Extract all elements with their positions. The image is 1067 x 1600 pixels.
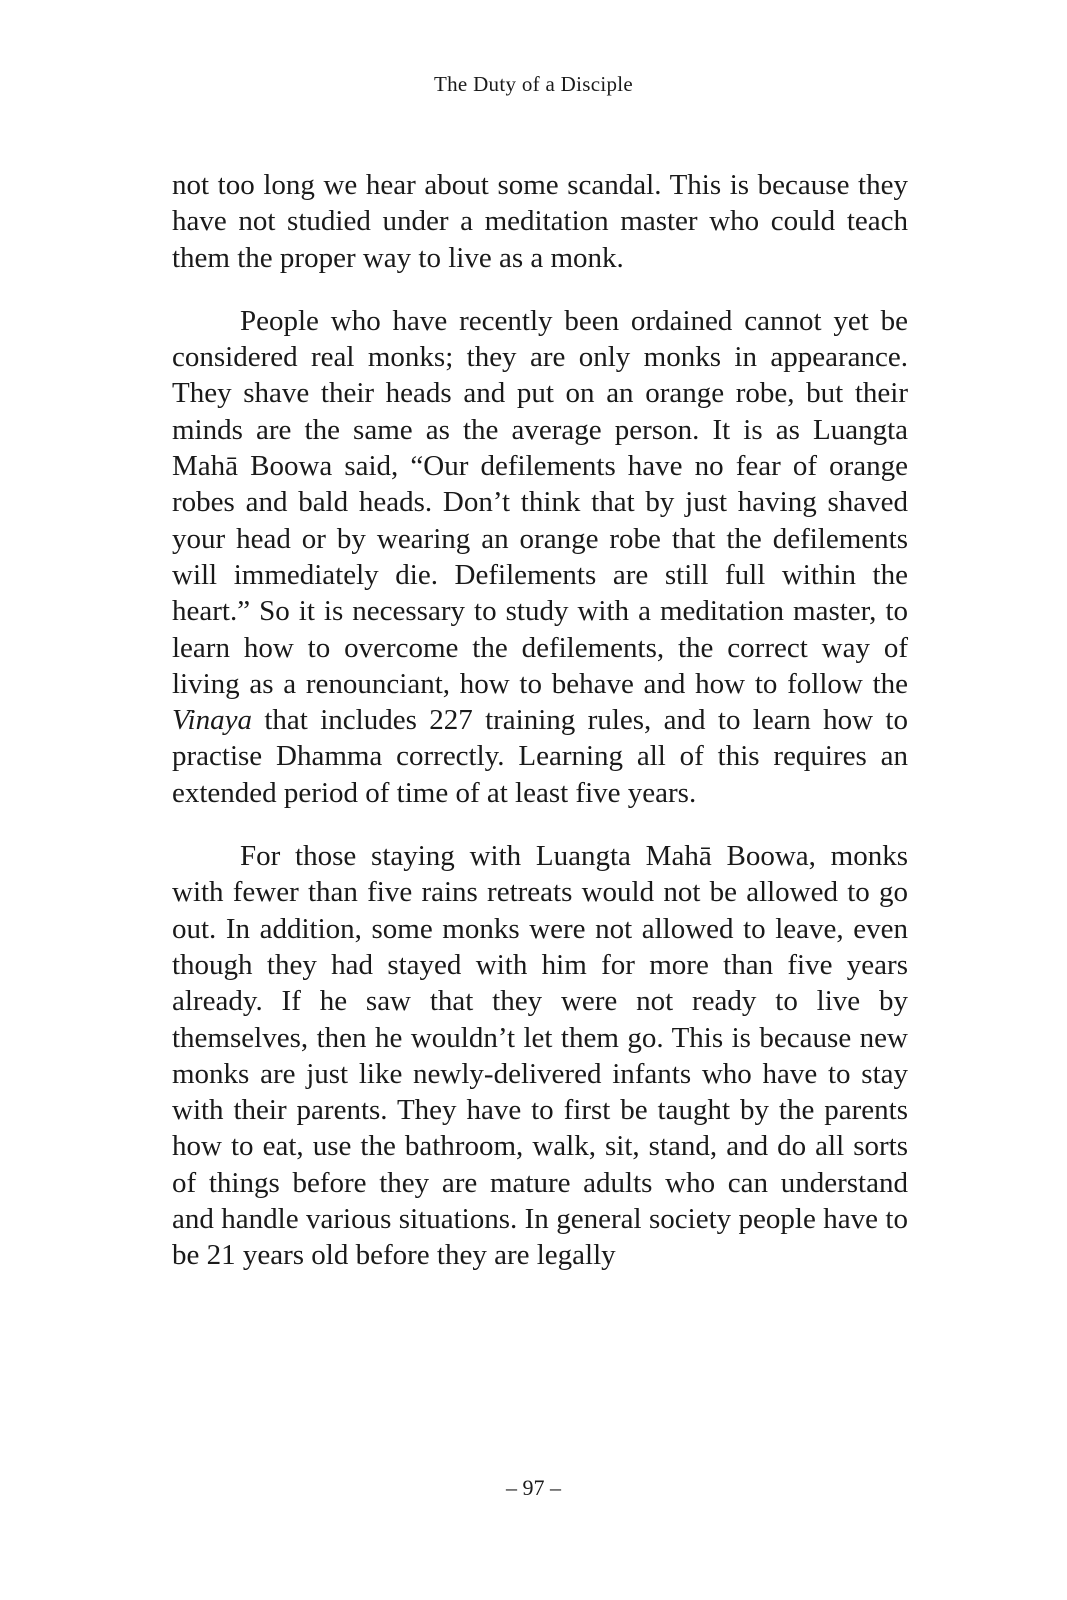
body-text [172,167,908,1274]
vinaya-italic-term: Vinaya [172,704,252,737]
paragraph-text-before-italic: People who have recently been ordained cannot yet be considered real monks; they are only monks in appearance. They shave their heads and put on an orange robe, but their minds are the same as the average person. It is as Luangta Mahā Boowa said, “Our defilements have no fear of orange robes and bald heads. Don’t think that by just having shaved your head or by wearing an orange robe that the defilements will immediately die. Defilements are still full within the heart.” So it is necessary to study with a meditation master, to learn how to overcome the defilements, the correct way of living as a renounciant, how to behave and how to follow the [172,304,908,700]
paragraph-luangta-monks: For those staying with Luangta Mahā Boowa, monks with fewer than five rains retreats would not be allowed to go out. In addition, some monks were not allowed to leave, even though they had stayed with him for more than five years already. If he saw that they were not ready to live by themselves, then he wouldn’t let them go. This is because new monks are just like newly-delivered infants who have to stay with their parents. They have to first be taught by the parents how to eat, use the bathroom, walk, sit, stand, and do all sorts of things before they are mature adults who can understand and handle various situations. In general society people have to be 21 years old before they are legally [172,840,908,1272]
running-head: The Duty of a Disciple [433,72,634,96]
paragraph-text-after-italic: that includes 227 training rules, and to learn how to practise Dhamma correctly. Learning all of this requires an extended period of time of at least five years. [172,704,908,809]
page-number: – 97 – [506,1475,561,1500]
paragraph-ordained-monks [172,303,908,811]
paragraph-continuation: not too long we hear about some scandal. This is because they have not studied under a meditation master who could teach them the proper way to live as a monk. [172,169,908,274]
